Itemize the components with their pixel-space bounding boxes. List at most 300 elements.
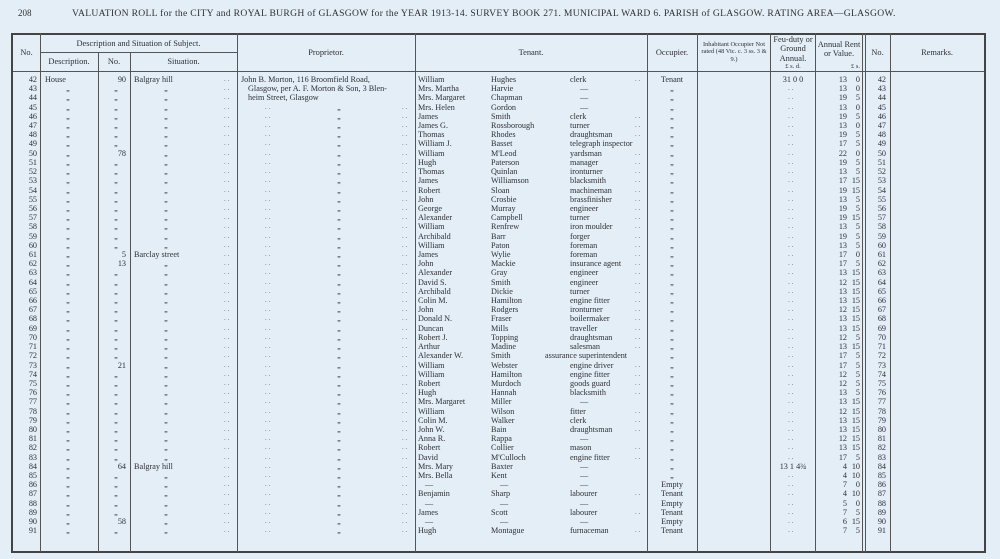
ditto-mark: „ <box>66 84 70 94</box>
leader-dots: . . <box>224 498 230 507</box>
leader-dots: . . <box>788 507 794 516</box>
tenant-occupation: insurance agent <box>570 259 622 269</box>
ditto-mark: „ <box>114 167 118 177</box>
leader-dots: . . <box>635 148 641 157</box>
tenant-occupation: clerk <box>570 111 587 121</box>
leader-dots: . . <box>635 406 641 415</box>
row-number-right: 47 <box>877 121 886 131</box>
tenant-surname: Rossborough <box>491 121 535 131</box>
leader-dots: . . <box>402 277 408 286</box>
leader-dots: . . <box>402 111 408 120</box>
leader-dots: . . <box>224 305 230 314</box>
ditto-mark: „ <box>66 388 70 398</box>
tenant-occupation: turner <box>570 286 590 296</box>
row-number-right: 42 <box>877 75 886 84</box>
leader-dots: . . <box>788 434 794 443</box>
tenant-occupation: mason <box>570 443 592 453</box>
tenant-surname: Harvie <box>491 84 514 94</box>
leader-dots: . . <box>788 360 794 369</box>
leader-dots: . . <box>788 121 794 130</box>
leader-dots: . . <box>402 249 408 258</box>
column-rule <box>237 33 238 552</box>
tenant-first-name: George <box>418 203 442 213</box>
tenant-occupation: forger <box>570 231 590 241</box>
rent-shillings: 15 <box>851 323 860 333</box>
ditto-mark: „ <box>670 84 674 94</box>
leader-dots: . . <box>265 305 271 314</box>
house-number: 90 <box>117 75 126 84</box>
leader-dots: . . <box>265 148 271 157</box>
row-number: 79 <box>28 415 37 425</box>
ditto-mark: „ <box>337 443 341 453</box>
leader-dots: . . <box>788 397 794 406</box>
rent-shillings: 5 <box>855 130 860 140</box>
ditto-mark: „ <box>337 517 341 527</box>
ditto-mark: „ <box>337 397 341 407</box>
ditto-mark: „ <box>114 424 118 434</box>
tenant-first-name: William <box>418 148 445 158</box>
ditto-mark: „ <box>66 489 70 499</box>
tenant-first-name: James <box>418 176 439 186</box>
row-number-right: 88 <box>877 498 886 508</box>
leader-dots: . . <box>402 102 408 111</box>
row-number: 56 <box>28 203 37 213</box>
rent-shillings: 15 <box>851 397 860 407</box>
ditto-mark: „ <box>670 102 674 112</box>
tenant-first-name: — <box>425 480 434 490</box>
leader-dots: . . <box>788 498 794 507</box>
ditto-mark: „ <box>670 461 674 471</box>
leader-dots: . . <box>402 231 408 240</box>
row-number: 74 <box>28 369 37 379</box>
ditto-mark: „ <box>66 222 70 232</box>
leader-dots: . . <box>224 194 230 203</box>
occupier: Tenant <box>660 526 684 536</box>
tenant-first-name: Robert <box>418 185 441 195</box>
ditto-mark: „ <box>114 452 118 462</box>
ditto-mark: „ <box>670 452 674 462</box>
ditto-mark: „ <box>337 296 341 306</box>
ditto-mark: „ <box>66 526 70 536</box>
ditto-mark: „ <box>66 434 70 444</box>
proprietor-line: Glasgow, per A. F. Morton & Son, 3 Blen- <box>248 84 387 94</box>
leader-dots: . . <box>265 388 271 397</box>
ditto-mark: „ <box>337 489 341 499</box>
occupier: Empty <box>661 498 683 508</box>
row-number-right: 43 <box>877 84 886 94</box>
feu-duty: 13 1 4¾ <box>779 461 807 471</box>
tenant-first-name: John <box>418 194 434 204</box>
tenant-first-name: Colin M. <box>418 296 448 306</box>
tenant-occupation: furnaceman <box>570 526 609 536</box>
leader-dots: . . <box>224 203 230 212</box>
tenant-surname: Wilson <box>491 406 515 416</box>
row-number-right: 84 <box>877 461 886 471</box>
tenant-first-name: Robert J. <box>418 332 448 342</box>
tenant-surname: Chapman <box>491 93 523 103</box>
ditto-mark: „ <box>114 406 118 416</box>
description: House <box>45 75 66 84</box>
ditto-mark: „ <box>114 296 118 306</box>
ditto-mark: „ <box>114 388 118 398</box>
leader-dots: . . <box>224 360 230 369</box>
tenant-first-name: Donald N. <box>418 314 453 324</box>
tenant-first-name: Alexander <box>418 268 453 278</box>
leader-dots: . . <box>788 369 794 378</box>
column-rule <box>40 33 41 552</box>
tenant-first-name: John W. <box>418 424 445 434</box>
ditto-mark: „ <box>164 342 168 352</box>
ditto-mark: „ <box>66 194 70 204</box>
leader-dots: . . <box>402 507 408 516</box>
ditto-mark: „ <box>164 397 168 407</box>
tenant-occupation: — <box>580 461 589 471</box>
leader-dots: . . <box>224 314 230 323</box>
ditto-mark: „ <box>164 378 168 388</box>
rent-pounds: 12 <box>838 434 847 444</box>
rent-pounds: 12 <box>838 332 847 342</box>
leader-dots: . . <box>788 406 794 415</box>
ditto-mark: „ <box>337 222 341 232</box>
tenant-first-name: William <box>418 360 445 370</box>
leader-dots: . . <box>265 121 271 130</box>
ditto-mark: „ <box>164 406 168 416</box>
tenant-occupation: draughtsman <box>570 130 613 140</box>
tenant-first-name: Thomas <box>418 167 445 177</box>
ditto-mark: „ <box>670 369 674 379</box>
leader-dots: . . <box>635 194 641 203</box>
row-number-right: 69 <box>877 323 886 333</box>
leader-dots: . . <box>788 185 794 194</box>
leader-dots: . . <box>265 102 271 111</box>
tenant-occupation: iron moulder <box>570 222 613 232</box>
leader-dots: . . <box>224 507 230 516</box>
leader-dots: . . <box>224 388 230 397</box>
ditto-mark: „ <box>66 342 70 352</box>
ditto-mark: „ <box>66 314 70 324</box>
tenant-occupation: — <box>580 517 589 527</box>
tenant-surname: Rhodes <box>491 130 516 140</box>
rent-pounds: 17 <box>838 176 847 186</box>
row-number-right: 79 <box>877 415 886 425</box>
leader-dots: . . <box>224 176 230 185</box>
rent-shillings: 0 <box>855 121 860 131</box>
ditto-mark: „ <box>337 498 341 508</box>
tenant-first-name: William <box>418 75 445 84</box>
ditto-mark: „ <box>337 526 341 536</box>
leader-dots: . . <box>402 452 408 461</box>
ditto-mark: „ <box>670 434 674 444</box>
ditto-mark: „ <box>164 194 168 204</box>
tenant-occupation: turner <box>570 121 590 131</box>
tenant-first-name: William <box>418 240 445 250</box>
ditto-mark: „ <box>670 314 674 324</box>
ditto-mark: „ <box>66 249 70 259</box>
tenant-surname: Kent <box>491 471 507 481</box>
ditto-mark: „ <box>66 498 70 508</box>
page-number: 208 <box>18 8 32 18</box>
ditto-mark: „ <box>164 424 168 434</box>
leader-dots: . . <box>788 176 794 185</box>
leader-dots: . . <box>402 342 408 351</box>
ditto-mark: „ <box>114 415 118 425</box>
rent-shillings: 0 <box>855 102 860 112</box>
ditto-mark: „ <box>164 102 168 112</box>
row-number-right: 82 <box>877 443 886 453</box>
ditto-mark: „ <box>670 424 674 434</box>
ditto-mark: „ <box>164 176 168 186</box>
ditto-mark: „ <box>670 378 674 388</box>
leader-dots: . . <box>265 277 271 286</box>
leader-dots: . . <box>224 461 230 470</box>
ditto-mark: „ <box>114 378 118 388</box>
leader-dots: . . <box>265 489 271 498</box>
ditto-mark: „ <box>337 157 341 167</box>
leader-dots: . . <box>788 240 794 249</box>
row-number-right: 63 <box>877 268 886 278</box>
leader-dots: . . <box>402 222 408 231</box>
ditto-mark: „ <box>337 332 341 342</box>
leader-dots: . . <box>402 259 408 268</box>
leader-dots: . . <box>635 213 641 222</box>
row-number-right: 45 <box>877 102 886 112</box>
leader-dots: . . <box>265 176 271 185</box>
leader-dots: . . <box>224 452 230 461</box>
row-number: 78 <box>28 406 37 416</box>
ditto-mark: „ <box>66 121 70 131</box>
tenant-surname: Baxter <box>491 461 513 471</box>
leader-dots: . . <box>402 176 408 185</box>
ditto-mark: „ <box>164 259 168 269</box>
ditto-mark: „ <box>670 213 674 223</box>
row-number: 86 <box>28 480 37 490</box>
ditto-mark: „ <box>670 167 674 177</box>
column-rule <box>647 33 648 552</box>
leader-dots: . . <box>635 185 641 194</box>
rent-shillings: 15 <box>851 213 860 223</box>
ditto-mark: „ <box>164 480 168 490</box>
occupier: Empty <box>661 480 683 490</box>
ditto-mark: „ <box>670 332 674 342</box>
rent-shillings: 10 <box>851 489 860 499</box>
ditto-mark: „ <box>66 480 70 490</box>
rent-units: £ s. <box>850 63 860 70</box>
header-inhabitant-occupier: Inhabitant Occupier Not rated (48 Vic. c. 3 ss. 3 & 9.) <box>701 40 767 63</box>
column-rule <box>815 33 816 552</box>
leader-dots: . . <box>635 378 641 387</box>
column-rule <box>130 52 131 552</box>
ditto-mark: „ <box>164 203 168 213</box>
ditto-mark: „ <box>66 268 70 278</box>
tenant-surname: Miller <box>491 397 512 407</box>
row-number-right: 90 <box>877 517 886 527</box>
tenant-occupation: salesman <box>570 342 601 352</box>
ditto-mark: „ <box>66 139 70 149</box>
row-number-right: 58 <box>877 222 886 232</box>
rent-shillings: 15 <box>851 434 860 444</box>
tenant-surname: Hughes <box>491 75 517 84</box>
leader-dots: . . <box>402 268 408 277</box>
leader-dots: . . <box>635 507 641 516</box>
rent-pounds: 13 <box>838 342 847 352</box>
rent-pounds: 19 <box>838 157 847 167</box>
header-feu-duty: Feu-duty or Ground Annual. <box>773 34 813 63</box>
occupier: Tenant <box>660 75 684 84</box>
tenant-first-name: Mrs. Bella <box>418 471 453 481</box>
leader-dots: . . <box>788 305 794 314</box>
row-number: 54 <box>28 185 37 195</box>
ditto-mark: „ <box>114 222 118 232</box>
leader-dots: . . <box>788 415 794 424</box>
row-number: 90 <box>28 517 37 527</box>
ditto-mark: „ <box>114 471 118 481</box>
rent-pounds: 13 <box>838 314 847 324</box>
row-number: 60 <box>28 240 37 250</box>
column-rule <box>415 33 416 552</box>
leader-dots: . . <box>635 296 641 305</box>
leader-dots: . . <box>402 397 408 406</box>
ditto-mark: „ <box>66 507 70 517</box>
ditto-mark: „ <box>114 507 118 517</box>
tenant-surname: Paton <box>491 240 510 250</box>
ditto-mark: „ <box>670 286 674 296</box>
row-number-right: 87 <box>877 489 886 499</box>
ditto-mark: „ <box>337 102 341 112</box>
ditto-mark: „ <box>670 148 674 158</box>
leader-dots: . . <box>265 203 271 212</box>
column-rule <box>98 52 99 552</box>
leader-dots: . . <box>635 268 641 277</box>
leader-dots: . . <box>265 231 271 240</box>
ditto-mark: „ <box>337 461 341 471</box>
ditto-mark: „ <box>66 305 70 315</box>
rent-shillings: 0 <box>855 480 860 490</box>
leader-dots: . . <box>224 443 230 452</box>
tenant-surname: Fraser <box>491 314 512 324</box>
row-number-right: 89 <box>877 507 886 517</box>
leader-dots: . . <box>265 332 271 341</box>
ditto-mark: „ <box>66 296 70 306</box>
leader-dots: . . <box>788 351 794 360</box>
leader-dots: . . <box>224 415 230 424</box>
tenant-surname: Walker <box>491 415 515 425</box>
row-number: 68 <box>28 314 37 324</box>
tenant-occupation: goods guard <box>570 378 611 388</box>
ditto-mark: „ <box>114 498 118 508</box>
leader-dots: . . <box>788 286 794 295</box>
rent-pounds: 12 <box>838 378 847 388</box>
row-number-right: 72 <box>877 351 886 361</box>
leader-dots: . . <box>265 314 271 323</box>
tenant-surname: Campbell <box>491 213 523 223</box>
row-number-right: 74 <box>877 369 886 379</box>
ditto-mark: „ <box>337 249 341 259</box>
ditto-mark: „ <box>670 157 674 167</box>
ditto-mark: „ <box>66 424 70 434</box>
leader-dots: . . <box>402 286 408 295</box>
leader-dots: . . <box>635 526 641 535</box>
leader-dots: . . <box>224 342 230 351</box>
rent-pounds: 13 <box>838 415 847 425</box>
leader-dots: . . <box>265 507 271 516</box>
row-number-right: 76 <box>877 388 886 398</box>
ditto-mark: „ <box>164 489 168 499</box>
tenant-first-name: — <box>425 498 434 508</box>
leader-dots: . . <box>402 203 408 212</box>
leader-dots: . . <box>224 222 230 231</box>
tenant-first-name: Hugh <box>418 388 437 398</box>
rent-shillings: 5 <box>855 507 860 517</box>
tenant-occupation: foreman <box>570 249 598 259</box>
rent-pounds: 12 <box>838 277 847 287</box>
ditto-mark: „ <box>337 259 341 269</box>
leader-dots: . . <box>402 240 408 249</box>
tenant-occupation: engine fitter <box>570 369 610 379</box>
ditto-mark: „ <box>337 360 341 370</box>
tenant-occupation: yardsman <box>570 148 602 158</box>
ditto-mark: „ <box>114 332 118 342</box>
row-number: 62 <box>28 259 37 269</box>
rent-pounds: 13 <box>838 443 847 453</box>
rent-shillings: 0 <box>855 84 860 94</box>
header-annual-rent: Annual Rent or Value. <box>817 39 861 58</box>
tenant-first-name: William <box>418 222 445 232</box>
house-number: 21 <box>117 360 126 370</box>
leader-dots: . . <box>635 121 641 130</box>
rent-shillings: 5 <box>855 259 860 269</box>
leader-dots: . . <box>402 406 408 415</box>
leader-dots: . . <box>788 277 794 286</box>
ditto-mark: „ <box>670 249 674 259</box>
row-number-right: 68 <box>877 314 886 324</box>
rent-shillings: 5 <box>855 351 860 361</box>
ditto-mark: „ <box>164 415 168 425</box>
ditto-mark: „ <box>337 111 341 121</box>
rent-shillings: 0 <box>855 498 860 508</box>
tenant-occupation: — <box>580 397 589 407</box>
tenant-first-name: William <box>418 406 445 416</box>
ditto-mark: „ <box>337 139 341 149</box>
ditto-mark: „ <box>66 452 70 462</box>
rent-pounds: 19 <box>838 130 847 140</box>
ditto-mark: „ <box>164 360 168 370</box>
leader-dots: . . <box>265 167 271 176</box>
tenant-surname: Madine <box>491 342 517 352</box>
rent-shillings: 15 <box>851 415 860 425</box>
rent-pounds: 19 <box>838 231 847 241</box>
row-number-right: 64 <box>877 277 886 287</box>
leader-dots: . . <box>635 452 641 461</box>
ditto-mark: „ <box>337 268 341 278</box>
leader-dots: . . <box>224 157 230 166</box>
ditto-mark: „ <box>337 121 341 131</box>
tenant-surname: Paterson <box>491 157 520 167</box>
rent-shillings: 15 <box>851 185 860 195</box>
tenant-first-name: Alexander W. <box>418 351 464 361</box>
ditto-mark: „ <box>337 148 341 158</box>
ditto-mark: „ <box>114 268 118 278</box>
leader-dots: . . <box>265 213 271 222</box>
rent-shillings: 15 <box>851 424 860 434</box>
tenant-first-name: Colin M. <box>418 415 448 425</box>
tenant-surname: Topping <box>491 332 519 342</box>
ditto-mark: „ <box>66 185 70 195</box>
tenant-first-name: John <box>418 259 434 269</box>
row-number: 81 <box>28 434 37 444</box>
ditto-mark: „ <box>66 240 70 250</box>
rent-pounds: 19 <box>838 203 847 213</box>
leader-dots: . . <box>402 351 408 360</box>
